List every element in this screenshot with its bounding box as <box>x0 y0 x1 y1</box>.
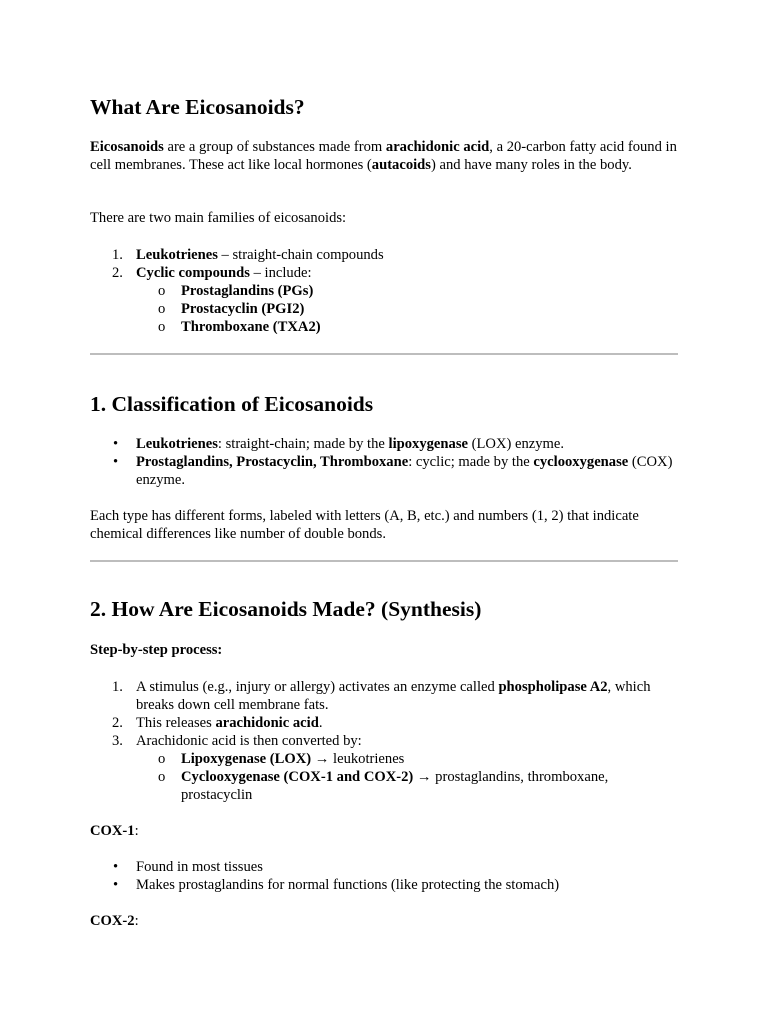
list-number: 2. <box>112 715 123 731</box>
intro-bold-autacoids: autacoids <box>371 157 431 173</box>
product-text: leukotrienes <box>333 751 405 767</box>
step-text: A stimulus (e.g., injury or allergy) activates an enzyme called <box>136 679 499 695</box>
synthesis-subheading <box>90 641 222 659</box>
sub-list-item <box>90 750 680 768</box>
cox1-colon: : <box>134 823 139 839</box>
enzyme-name: Lipoxygenase (LOX) <box>181 751 312 767</box>
step-bold: phospholipase A2 <box>498 679 608 695</box>
cox1-item-text: Makes prostaglandins for normal functions (like protecting the stomach) <box>136 877 560 893</box>
step-text: , which breaks down cell membrane fats. <box>136 679 651 713</box>
list-item <box>90 732 680 750</box>
list-item <box>90 453 680 489</box>
cyclic-compound: Prostaglandins (PGs) <box>181 283 314 299</box>
bullet: • <box>113 859 119 875</box>
sub-list-item <box>90 318 680 336</box>
list-number: 2. <box>112 265 123 281</box>
step-text: Arachidonic acid is then converted by: <box>136 733 362 749</box>
section-divider <box>90 560 678 562</box>
list-number: 1. <box>112 679 123 695</box>
sub-bullet: o <box>158 751 166 767</box>
sub-bullet: o <box>158 769 166 785</box>
cox1-label-bold: COX-1 <box>90 823 135 839</box>
list-item <box>90 714 680 732</box>
section-divider <box>90 353 678 355</box>
enzyme-name: Cyclooxygenase (COX-1 and COX-2) <box>181 769 414 785</box>
intro-bold-arachidonic: arachidonic acid <box>385 139 490 155</box>
list-item <box>90 435 680 453</box>
list-item <box>90 858 680 876</box>
class-text: (LOX) enzyme. <box>467 436 565 452</box>
intro-bold-eicosanoids: Eicosanoids <box>90 139 164 155</box>
cox1-list <box>90 858 680 894</box>
cyclic-compound: Thromboxane (TXA2) <box>181 319 321 335</box>
list-number: 1. <box>112 247 123 263</box>
list-item <box>90 678 680 714</box>
family-name: Leukotrienes <box>136 247 218 263</box>
bullet: • <box>113 454 119 470</box>
intro-text-1: are a group of substances made from <box>163 139 386 155</box>
class-text: (COX) enzyme. <box>136 454 673 488</box>
list-number: 3. <box>112 733 123 749</box>
sub-bullet: o <box>158 319 166 335</box>
intro-paragraph <box>90 138 680 174</box>
enzyme-name: cyclooxygenase <box>533 454 629 470</box>
class-text: : straight-chain; made by the <box>217 436 389 452</box>
list-item <box>90 876 680 894</box>
families-intro: There are two main families of eicosanoids: <box>90 210 347 226</box>
cox1-item-text: Found in most tissues <box>136 859 263 875</box>
intro-text-2: , a 20-carbon fatty acid found in cell membranes. These act like local hormones ( <box>90 139 677 173</box>
list-item <box>90 264 680 282</box>
arrow-icon: → <box>413 769 436 785</box>
family-name: Cyclic compounds <box>136 265 250 281</box>
step-text: This releases <box>136 715 216 731</box>
class-name: Leukotrienes <box>136 436 218 452</box>
subheading-text: Step-by-step process: <box>90 642 223 658</box>
class-name: Prostaglandins, Prostacyclin, Thromboxane <box>136 454 409 470</box>
bullet: • <box>113 877 119 893</box>
classification-note: Each type has different forms, labeled with letters (A, B, etc.) and numbers (1, 2) that indicate chemical differences like number of double bonds. <box>90 508 639 542</box>
step-bold: arachidonic acid <box>215 715 319 731</box>
cox1-label <box>90 822 139 840</box>
sub-bullet: o <box>158 301 166 317</box>
family-desc: – include: <box>249 265 312 281</box>
class-text: : cyclic; made by the <box>408 454 534 470</box>
family-desc: – straight-chain compounds <box>217 247 384 263</box>
families-list <box>90 246 680 336</box>
synthesis-steps <box>90 678 680 804</box>
enzyme-name: lipoxygenase <box>388 436 468 452</box>
sub-list-item <box>90 282 680 300</box>
sub-bullet: o <box>158 283 166 299</box>
product-text: prostaglandins, thromboxane, prostacyclin <box>181 769 609 803</box>
bullet: • <box>113 436 119 452</box>
intro-text-3: ) and have many roles in the body. <box>430 157 632 173</box>
cox2-colon: : <box>134 913 139 929</box>
arrow-icon: → <box>311 751 334 767</box>
step-text: . <box>318 715 323 731</box>
heading-what-are-eicosanoids: What Are Eicosanoids? <box>90 95 305 119</box>
heading-classification: 1. Classification of Eicosanoids <box>90 392 374 416</box>
cox2-label <box>90 912 139 930</box>
classification-list <box>90 435 680 489</box>
sub-list-item <box>90 768 680 804</box>
sub-list-item <box>90 300 680 318</box>
list-item <box>90 246 680 264</box>
heading-synthesis: 2. How Are Eicosanoids Made? (Synthesis) <box>90 597 482 621</box>
cox2-label-bold: COX-2 <box>90 913 135 929</box>
cyclic-compound: Prostacyclin (PGI2) <box>181 301 305 317</box>
